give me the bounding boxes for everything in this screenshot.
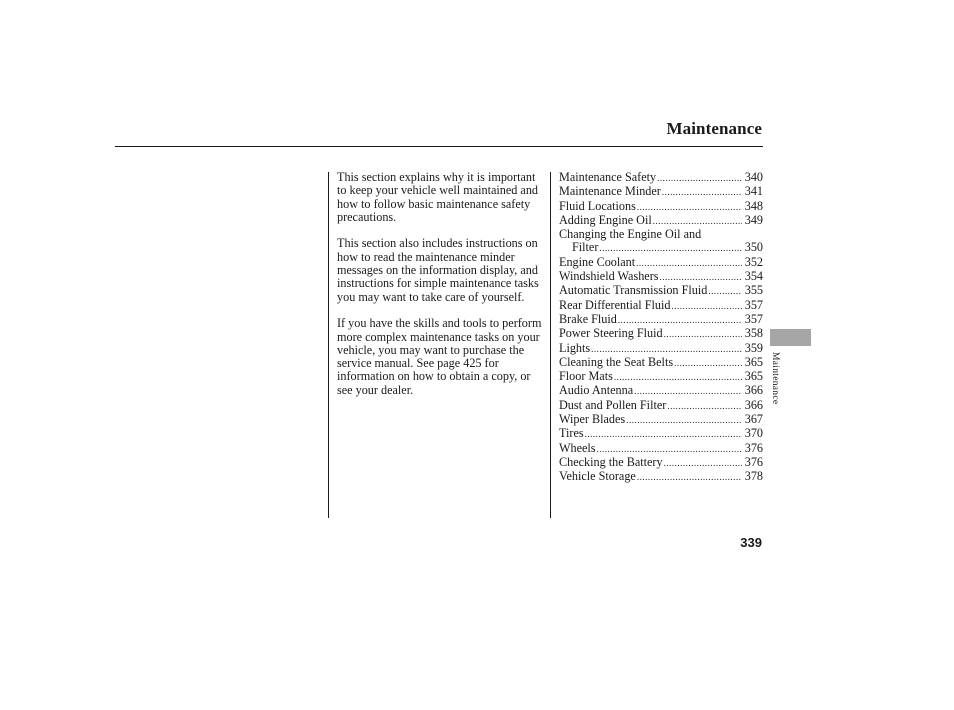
- toc-leader-dots: [634, 385, 742, 398]
- toc-entry[interactable]: [559, 171, 763, 185]
- toc-entry-label: Brake Fluid: [559, 311, 617, 326]
- toc-leader-dots: [636, 257, 742, 270]
- toc-entry-page: 366: [744, 383, 763, 398]
- toc-leader-dots: [585, 428, 742, 441]
- toc-entry-label: Windshield Washers: [559, 269, 659, 284]
- toc-entry-page: 359: [744, 340, 763, 355]
- toc-entry-page: 340: [744, 170, 763, 184]
- toc-entry[interactable]: [559, 200, 763, 214]
- toc-entry[interactable]: [559, 342, 763, 356]
- header-rule: [115, 146, 763, 147]
- toc-entry[interactable]: [559, 413, 763, 427]
- toc-entry-label: Maintenance Safety: [559, 170, 657, 184]
- toc-entry[interactable]: [559, 299, 763, 313]
- toc-leader-dots: [614, 371, 742, 384]
- toc-entry-page: 358: [744, 326, 763, 341]
- toc-entry[interactable]: [559, 356, 763, 370]
- toc-entry-page: 366: [744, 397, 763, 412]
- toc-entry[interactable]: [559, 284, 763, 298]
- toc-leader-dots: [660, 271, 742, 284]
- toc-leader-dots: [671, 300, 741, 313]
- table-of-contents: [559, 171, 763, 485]
- toc-leader-dots: [637, 201, 742, 214]
- toc-leader-dots: [708, 285, 741, 298]
- toc-entry[interactable]: [559, 185, 763, 199]
- toc-leader-dots: [599, 242, 741, 255]
- toc-entry-label: Wiper Blades: [559, 412, 626, 427]
- intro-paragraph: If you have the skills and tools to perform more complex maintenance tasks on your vehicle, you may want to purchase the service manual. See page 425 for information on how to obtain a copy, or see your dealer.: [337, 316, 542, 397]
- toc-entry-label: Lights: [559, 340, 591, 355]
- toc-entry-label: Vehicle Storage: [559, 469, 636, 484]
- toc-entry[interactable]: [559, 327, 763, 341]
- toc-entry-label: Automatic Transmission Fluid: [559, 283, 708, 298]
- toc-entry[interactable]: [559, 313, 763, 327]
- intro-paragraph: This section explains why it is important to keep your vehicle well maintained and how to follow basic maintenance safety precautions.: [337, 170, 539, 224]
- toc-entry-label: Filter: [572, 240, 599, 255]
- left-column-divider: [328, 172, 329, 518]
- page-title: Maintenance: [666, 119, 762, 138]
- toc-entry-page: 349: [744, 212, 763, 227]
- toc-entry-page: 370: [744, 426, 763, 441]
- toc-entry-label: Audio Antenna: [559, 383, 634, 398]
- toc-entry[interactable]: [559, 427, 763, 441]
- toc-entry-page: 348: [744, 198, 763, 213]
- toc-leader-dots: [657, 172, 742, 185]
- toc-leader-dots: [667, 400, 741, 413]
- toc-entry[interactable]: [559, 399, 763, 413]
- toc-entry[interactable]: [559, 384, 763, 398]
- toc-entry-page: 365: [744, 354, 763, 369]
- toc-entry-page: 376: [744, 454, 763, 469]
- toc-entry-page: 378: [744, 469, 763, 484]
- toc-entry-label: Power Steering Fluid: [559, 326, 663, 341]
- toc-entry[interactable]: [559, 470, 763, 484]
- toc-entry[interactable]: [559, 442, 763, 456]
- toc-entry-label: Floor Mats: [559, 369, 613, 384]
- toc-entry-page: 355: [744, 283, 763, 298]
- toc-leader-dots: [653, 215, 742, 228]
- toc-entry-page: 354: [744, 269, 763, 284]
- toc-entry-label: Changing the Engine Oil and: [559, 227, 702, 242]
- intro-text: [337, 171, 542, 410]
- toc-entry[interactable]: [559, 370, 763, 384]
- toc-entry-label: Cleaning the Seat Belts: [559, 354, 674, 369]
- section-tab[interactable]: [770, 329, 811, 346]
- toc-entry-label: Fluid Locations: [559, 198, 636, 213]
- toc-entry-page: 350: [744, 240, 763, 255]
- toc-entry[interactable]: [559, 214, 763, 228]
- toc-entry-label: Wheels: [559, 440, 596, 455]
- toc-leader-dots: [637, 471, 742, 484]
- toc-leader-dots: [664, 457, 742, 470]
- toc-entry-label: Checking the Battery: [559, 454, 663, 469]
- toc-entry-continuation[interactable]: [559, 241, 763, 255]
- toc-entry-label: Adding Engine Oil: [559, 212, 652, 227]
- toc-entry-label: Engine Coolant: [559, 254, 636, 269]
- toc-entry[interactable]: [559, 270, 763, 284]
- toc-entry[interactable]: [559, 456, 763, 470]
- toc-entry-label: Tires: [559, 426, 584, 441]
- toc-leader-dots: [674, 357, 742, 370]
- toc-entry-page: 367: [744, 412, 763, 427]
- page-number: 339: [740, 535, 762, 550]
- toc-leader-dots: [662, 186, 742, 199]
- middle-column-divider: [550, 172, 551, 518]
- toc-entry-label: Rear Differential Fluid: [559, 297, 671, 312]
- toc-entry[interactable]: [559, 256, 763, 270]
- toc-entry-page: 341: [744, 184, 763, 199]
- toc-entry-page: 357: [744, 311, 763, 326]
- toc-leader-dots: [597, 443, 742, 456]
- toc-leader-dots: [664, 328, 742, 341]
- intro-paragraph: This section also includes instructions on how to read the maintenance minder messages on the information display, and instructions for simple maintenance tasks you may want to take care of yourself.: [337, 236, 539, 304]
- toc-leader-dots: [618, 314, 742, 327]
- toc-entry[interactable]: [559, 228, 763, 241]
- toc-leader-dots: [626, 414, 742, 427]
- toc-entry-label: Dust and Pollen Filter: [559, 397, 667, 412]
- section-tab-label: Maintenance: [770, 352, 780, 405]
- toc-leader-dots: [591, 343, 742, 356]
- toc-entry-label: Maintenance Minder: [559, 184, 661, 199]
- toc-entry-page: 376: [744, 440, 763, 455]
- toc-entry-page: 365: [744, 369, 763, 384]
- toc-entry-page: 357: [744, 297, 763, 312]
- toc-entry-page: 352: [744, 254, 763, 269]
